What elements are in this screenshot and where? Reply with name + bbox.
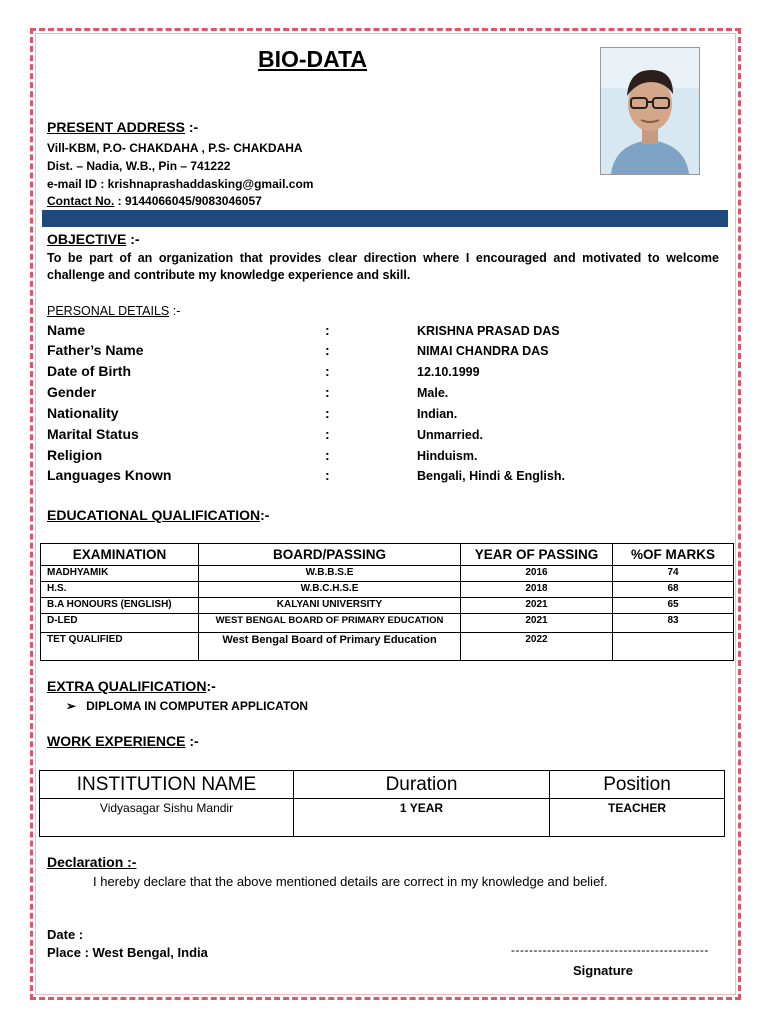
extra-qualification-item — [66, 699, 308, 713]
extra-qualification-text: DIPLOMA IN COMPUTER APPLICATON — [86, 699, 309, 713]
avatar-icon — [601, 48, 699, 174]
table-row — [41, 582, 734, 598]
table-cell: TEACHER — [550, 799, 725, 837]
nationality-value: Indian. — [417, 407, 458, 421]
gender-value: Male. — [417, 386, 449, 400]
table-cell — [613, 633, 734, 661]
declaration-heading: Declaration :- — [47, 854, 137, 870]
personal-row — [47, 384, 727, 405]
table-cell: KALYANI UNIVERSITY — [199, 598, 461, 614]
table-cell: 2022 — [461, 633, 613, 661]
dob-label: Date of Birth — [47, 363, 131, 379]
contact-line — [47, 194, 262, 208]
present-address-heading — [47, 119, 198, 135]
name-label: Name — [47, 322, 86, 338]
table-cell: WEST BENGAL BOARD OF PRIMARY EDUCATION — [199, 614, 461, 633]
education-suffix: :- — [260, 507, 270, 523]
arrow-bullet-icon: ➢ — [66, 699, 77, 713]
table-cell: 74 — [613, 566, 734, 582]
present-address-label: PRESENT ADDRESS — [47, 119, 185, 135]
extra-qualification-suffix: :- — [206, 678, 216, 694]
table-cell: D-LED — [41, 614, 199, 633]
page-title: BIO-DATA — [258, 46, 368, 72]
personal-row — [47, 467, 727, 488]
column-header: %OF MARKS — [613, 544, 734, 566]
colon: : — [325, 426, 330, 442]
personal-details-suffix: :- — [169, 304, 181, 318]
colon: : — [325, 405, 330, 421]
place-label: Place : West Bengal, India — [47, 945, 208, 960]
languages-value: Bengali, Hindi & English. — [417, 469, 565, 483]
colon: : — [325, 363, 330, 379]
section-divider-bar — [42, 210, 728, 227]
table-cell: West Bengal Board of Primary Education — [199, 633, 461, 661]
personal-row — [47, 342, 727, 363]
present-address-suffix: :- — [184, 119, 199, 135]
work-table — [39, 770, 725, 837]
objective-heading — [47, 231, 140, 247]
father-name-value: NIMAI CHANDRA DAS — [417, 344, 549, 358]
personal-row — [47, 405, 727, 426]
objective-text: To be part of an organization that provides clear direction where I encouraged and motivated to welcome challenge and contribute my knowledge experience and skill. — [47, 251, 719, 282]
personal-row — [47, 322, 727, 343]
contact-label: Contact No. — [47, 194, 115, 208]
address-line-1: Vill-KBM, P.O- CHAKDAHA , P.S- CHAKDAHA — [47, 141, 303, 155]
personal-details-heading — [47, 304, 180, 318]
column-header: INSTITUTION NAME — [40, 771, 294, 799]
languages-label: Languages Known — [47, 467, 172, 483]
column-header: Position — [550, 771, 725, 799]
table-cell: 2016 — [461, 566, 613, 582]
father-name-label: Father’s Name — [47, 342, 144, 358]
column-header: Duration — [294, 771, 550, 799]
table-cell: B.A HONOURS (ENGLISH) — [41, 598, 199, 614]
work-experience-label: WORK EXPERIENCE — [47, 733, 186, 749]
table-header-row — [41, 544, 734, 566]
table-cell: MADHYAMIK — [41, 566, 199, 582]
dob-value: 12.10.1999 — [417, 365, 480, 379]
table-cell: 1 YEAR — [294, 799, 550, 837]
table-cell: W.B.B.S.E — [199, 566, 461, 582]
marital-status-label: Marital Status — [47, 426, 139, 442]
marital-status-value: Unmarried. — [417, 428, 483, 442]
religion-label: Religion — [47, 447, 103, 463]
table-header-row — [40, 771, 725, 799]
table-cell: 65 — [613, 598, 734, 614]
objective-label: OBJECTIVE — [47, 231, 127, 247]
table-row — [41, 598, 734, 614]
personal-row — [47, 363, 727, 384]
table-cell: Vidyasagar Sishu Mandir — [40, 799, 294, 837]
date-label: Date : — [47, 927, 84, 942]
religion-value: Hinduism. — [417, 449, 478, 463]
table-cell: 83 — [613, 614, 734, 633]
table-cell: H.S. — [41, 582, 199, 598]
gender-label: Gender — [47, 384, 97, 400]
name-value: KRISHNA PRASAD DAS — [417, 324, 560, 338]
objective-suffix: :- — [126, 231, 140, 247]
table-row — [41, 614, 734, 633]
table-row — [40, 799, 725, 837]
personal-row — [47, 426, 727, 447]
signature-label: Signature — [573, 963, 633, 978]
colon: : — [325, 467, 330, 483]
personal-row — [47, 447, 727, 468]
education-label: EDUCATIONAL QUALIFICATION — [47, 507, 261, 523]
column-header: YEAR OF PASSING — [461, 544, 613, 566]
colon: : — [325, 384, 330, 400]
declaration-text: I hereby declare that the above mentioned details are correct in my knowledge and belief. — [93, 874, 608, 889]
column-header: BOARD/PASSING — [199, 544, 461, 566]
education-heading — [47, 507, 269, 523]
colon: : — [325, 447, 330, 463]
table-cell: 2021 — [461, 598, 613, 614]
column-header: EXAMINATION — [41, 544, 199, 566]
table-cell: 2021 — [461, 614, 613, 633]
contact-value: : 9144066045/9083046057 — [114, 194, 262, 208]
table-cell: W.B.C.H.S.E — [199, 582, 461, 598]
education-table — [40, 543, 734, 661]
profile-photo — [600, 47, 700, 175]
table-cell: TET QUALIFIED — [41, 633, 199, 661]
extra-qualification-label: EXTRA QUALIFICATION — [47, 678, 207, 694]
table-cell: 68 — [613, 582, 734, 598]
work-experience-heading — [47, 733, 199, 749]
personal-details-label: PERSONAL DETAILS — [47, 304, 170, 318]
table-row — [41, 566, 734, 582]
colon: : — [325, 322, 330, 338]
colon: : — [325, 342, 330, 358]
extra-qualification-heading — [47, 678, 216, 694]
address-line-2: Dist. – Nadia, W.B., Pin – 741222 — [47, 159, 231, 173]
email-line: e-mail ID : krishnaprashaddasking@gmail.com — [47, 177, 314, 191]
signature-line: -------------------------------------------- — [511, 943, 709, 957]
table-row — [41, 633, 734, 661]
work-experience-suffix: :- — [185, 733, 199, 749]
table-cell: 2018 — [461, 582, 613, 598]
nationality-label: Nationality — [47, 405, 119, 421]
